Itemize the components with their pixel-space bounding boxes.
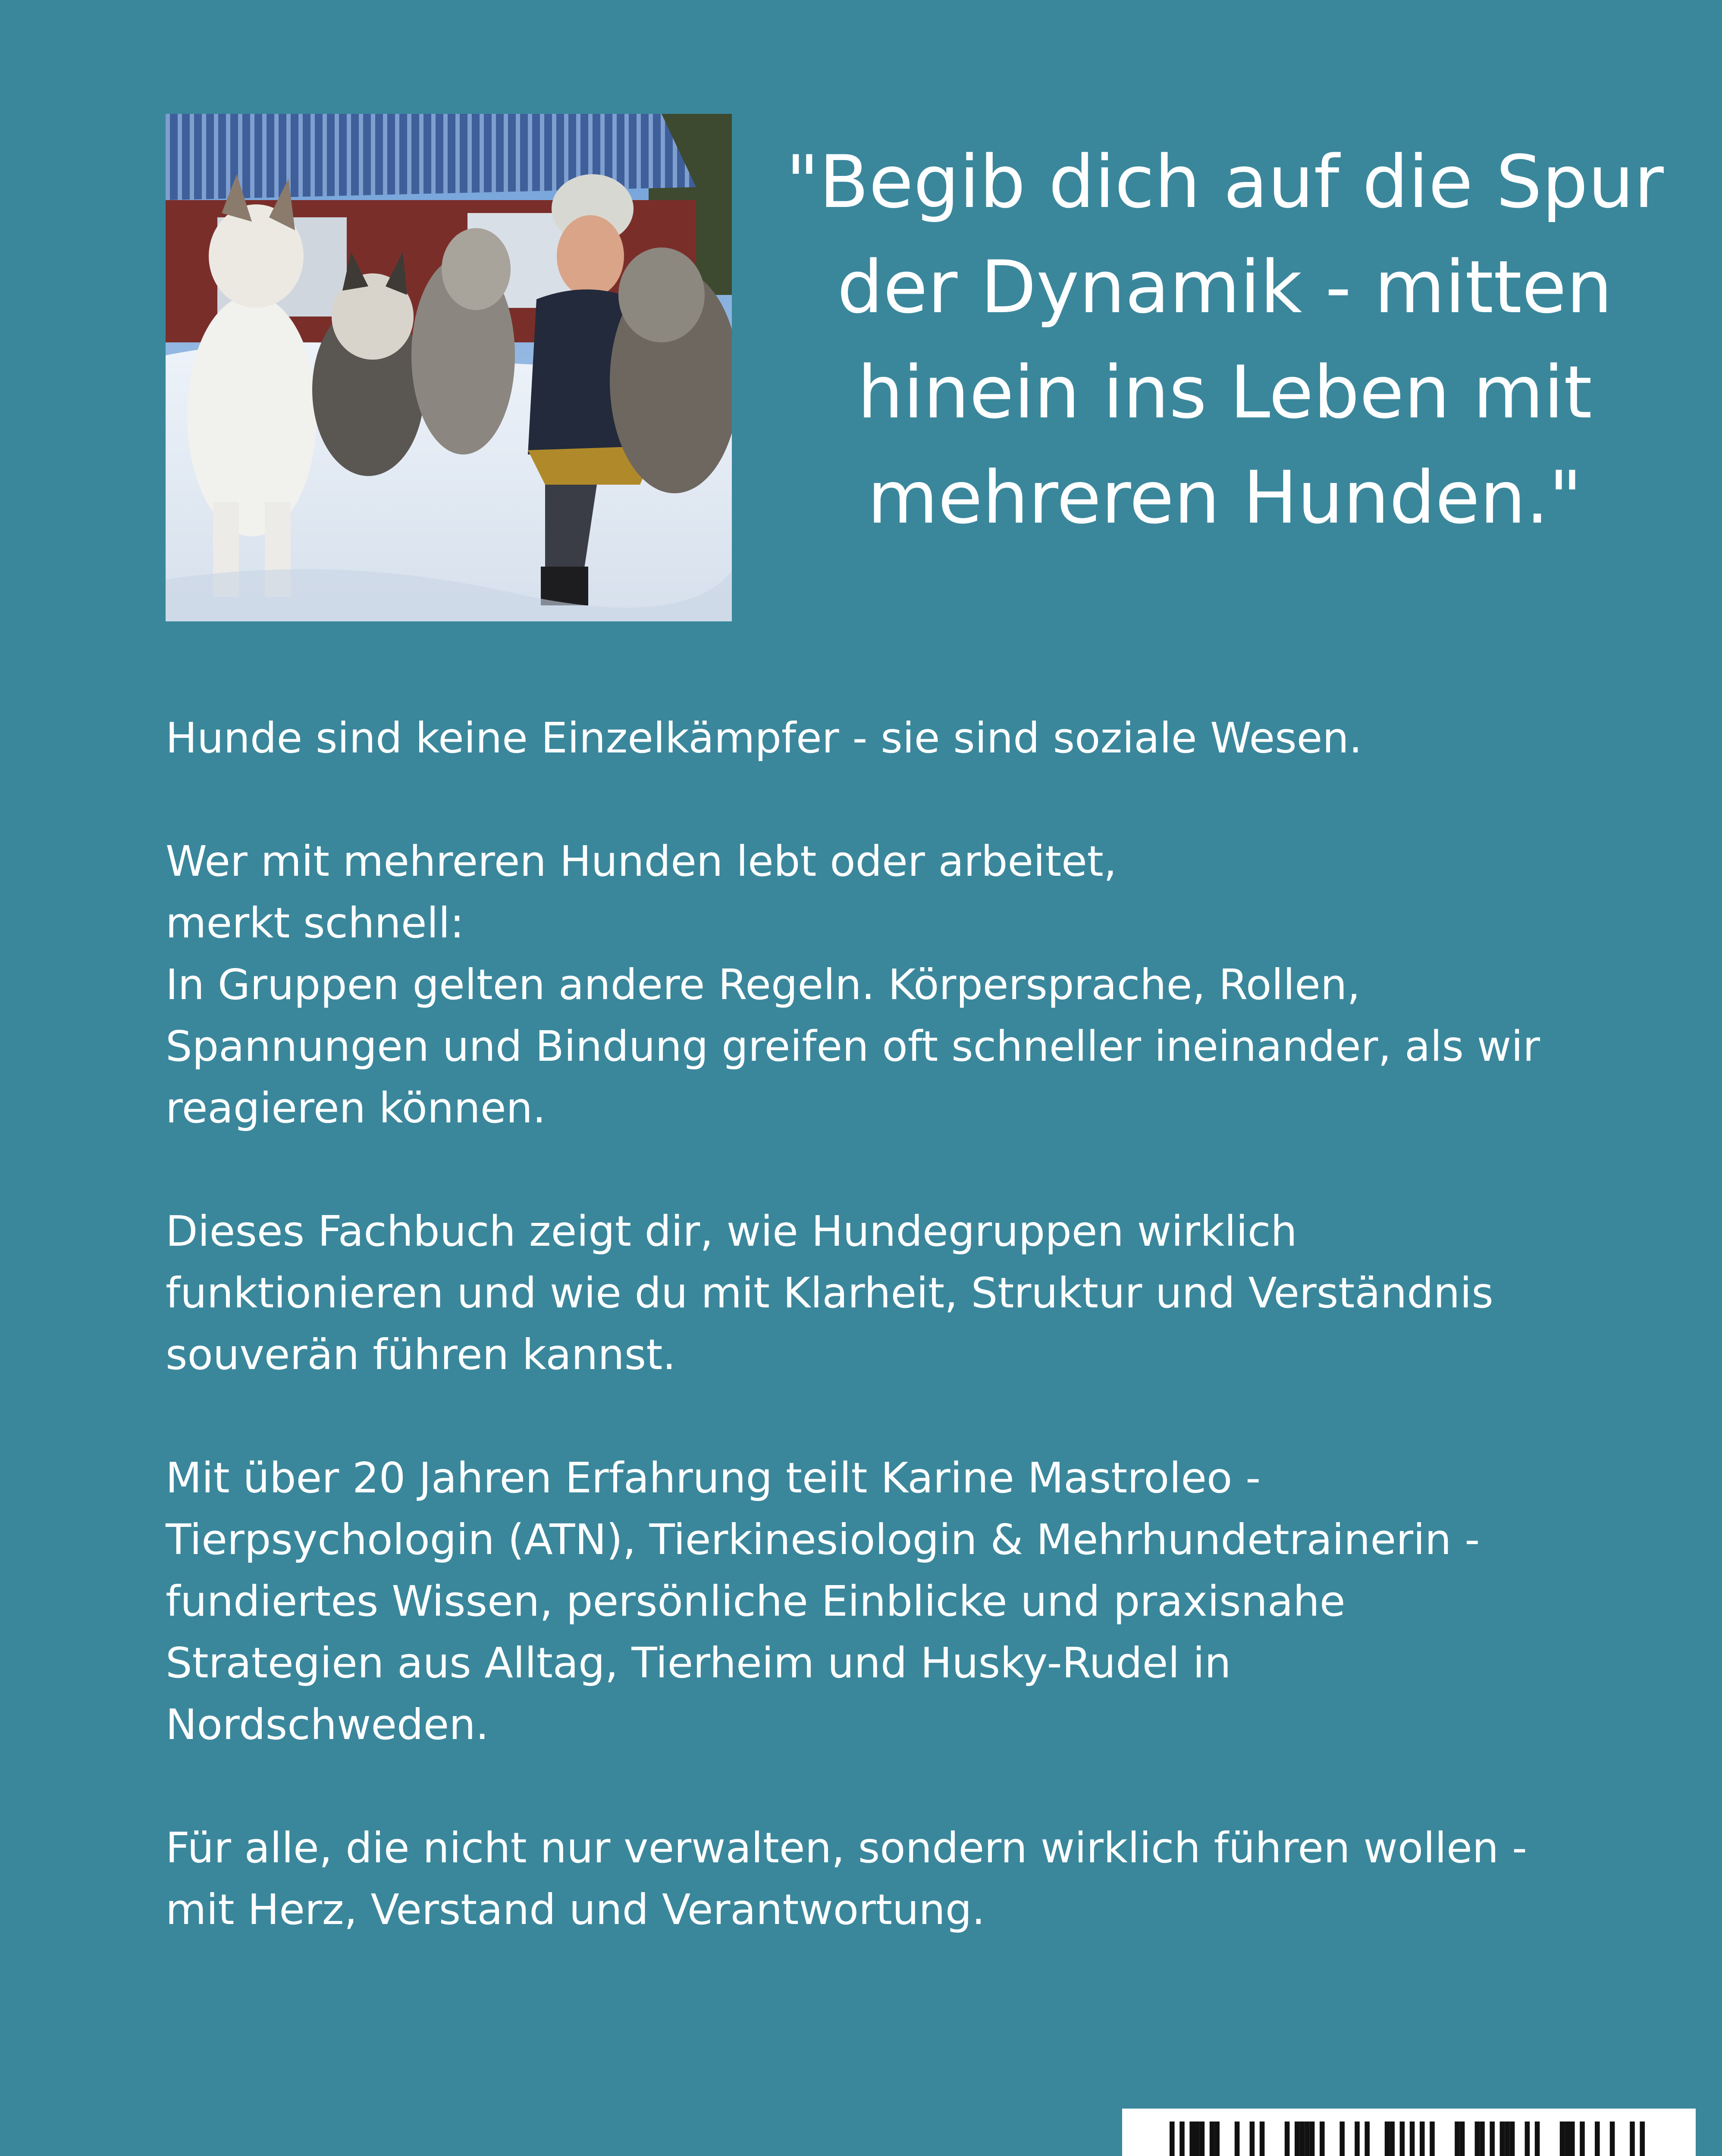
text-line: Für alle, die nicht nur verwalten, sondern wirklich führen wollen - (166, 1824, 1528, 1872)
barcode-bar (1475, 2122, 1480, 2156)
barcode-bar (1640, 2122, 1645, 2156)
text-line: Strategien aus Alltag, Tierheim und Husky-Rudel in (166, 1639, 1231, 1687)
text-line: fundiertes Wissen, persönliche Einblicke und praxisnahe (166, 1577, 1346, 1626)
barcode-bar (1505, 2122, 1510, 2156)
barcode-bar (1455, 2122, 1460, 2156)
barcode-bar (1500, 2122, 1505, 2156)
barcode-bar (1305, 2122, 1310, 2156)
text-line: souverän führen kannst. (166, 1330, 676, 1379)
text-line: In Gruppen gelten andere Regeln. Körpersprache, Rollen, (166, 960, 1361, 1009)
text-line: funktionieren und wie du mit Klarheit, Struktur und Verständnis (166, 1269, 1493, 1317)
text-line: Nordschweden. (166, 1700, 489, 1749)
barcode-bar (1189, 2122, 1195, 2156)
quote-line: hinein ins Leben mit (857, 350, 1592, 435)
barcode-bar (1390, 2122, 1395, 2156)
barcode-bar (1200, 2122, 1205, 2156)
barcode-bar (1560, 2122, 1565, 2156)
barcode-bar (1320, 2122, 1325, 2156)
barcode-bar (1385, 2122, 1390, 2156)
barcode-bar (1570, 2122, 1575, 2156)
text-line: Dieses Fachbuch zeigt dir, wie Hundegruppen wirklich (166, 1207, 1297, 1256)
barcode-bar (1510, 2122, 1515, 2156)
barcode-bar (1490, 2122, 1495, 2156)
quote-line: der Dynamik - mitten (837, 245, 1612, 329)
text-line: Hunde sind keine Einzelkämpfer - sie sind soziale Wesen. (166, 714, 1362, 762)
barcode-bar (1195, 2122, 1200, 2156)
text-line: Wer mit mehreren Hunden lebt oder arbeitet, (166, 837, 1117, 886)
paragraph-author (166, 1447, 1589, 1755)
book-quote (759, 129, 1691, 550)
text-line: Mit über 20 Jahren Erfahrung teilt Karine Mastroleo - (166, 1454, 1261, 1502)
barcode-bar (1170, 2122, 1175, 2156)
barcode-bar (1630, 2122, 1635, 2156)
photo-illustration (166, 114, 732, 621)
paragraph-intro (166, 707, 1589, 769)
barcode-bar (1610, 2122, 1615, 2156)
paragraph-closing (166, 1817, 1589, 1940)
barcode-bar (1535, 2122, 1540, 2156)
barcode-bar (1480, 2122, 1485, 2156)
isbn-barcode (1122, 2109, 1696, 2156)
barcode-bar (1310, 2122, 1315, 2156)
barcode-bar (1430, 2122, 1435, 2156)
barcode-bar (1285, 2122, 1290, 2156)
barcode-bar (1300, 2122, 1305, 2156)
barcode-bar (1400, 2122, 1405, 2156)
paragraph-book (166, 1200, 1589, 1385)
quote-line: mehreren Hunden." (867, 455, 1582, 540)
text-line: Tierpsychologin (ATN), Tierkinesiologin & Mehrhundetrainerin - (166, 1515, 1480, 1564)
barcode-bar (1214, 2122, 1220, 2156)
text-line: reagieren können. (166, 1084, 546, 1132)
book-description (166, 707, 1589, 2002)
barcode-bar (1295, 2122, 1300, 2156)
barcode-bar (1420, 2122, 1425, 2156)
barcode-bar (1250, 2122, 1255, 2156)
text-line: merkt schnell: (166, 899, 464, 947)
barcode-bar (1460, 2122, 1465, 2156)
barcode-bar (1410, 2122, 1415, 2156)
barcode-bar (1580, 2122, 1585, 2156)
barcode-bar (1355, 2122, 1360, 2156)
barcode-bar (1525, 2122, 1530, 2156)
barcode-bar (1210, 2122, 1215, 2156)
barcode-bar (1595, 2122, 1600, 2156)
barcode-bar (1364, 2122, 1370, 2156)
author-photo-with-huskies (166, 114, 732, 621)
barcode-bar (1565, 2122, 1570, 2156)
text-line: mit Herz, Verstand und Verantwortung. (166, 1885, 985, 1934)
barcode-bars (1122, 2109, 1696, 2156)
text-line: Spannungen und Bindung greifen oft schneller ineinander, als wir (166, 1022, 1540, 1071)
paragraph-groups (166, 830, 1589, 1139)
barcode-bar (1339, 2122, 1345, 2156)
barcode-bar (1235, 2122, 1240, 2156)
barcode-bar (1260, 2122, 1265, 2156)
barcode-bar (1179, 2122, 1185, 2156)
quote-line: "Begib dich auf die Spur (786, 140, 1664, 224)
